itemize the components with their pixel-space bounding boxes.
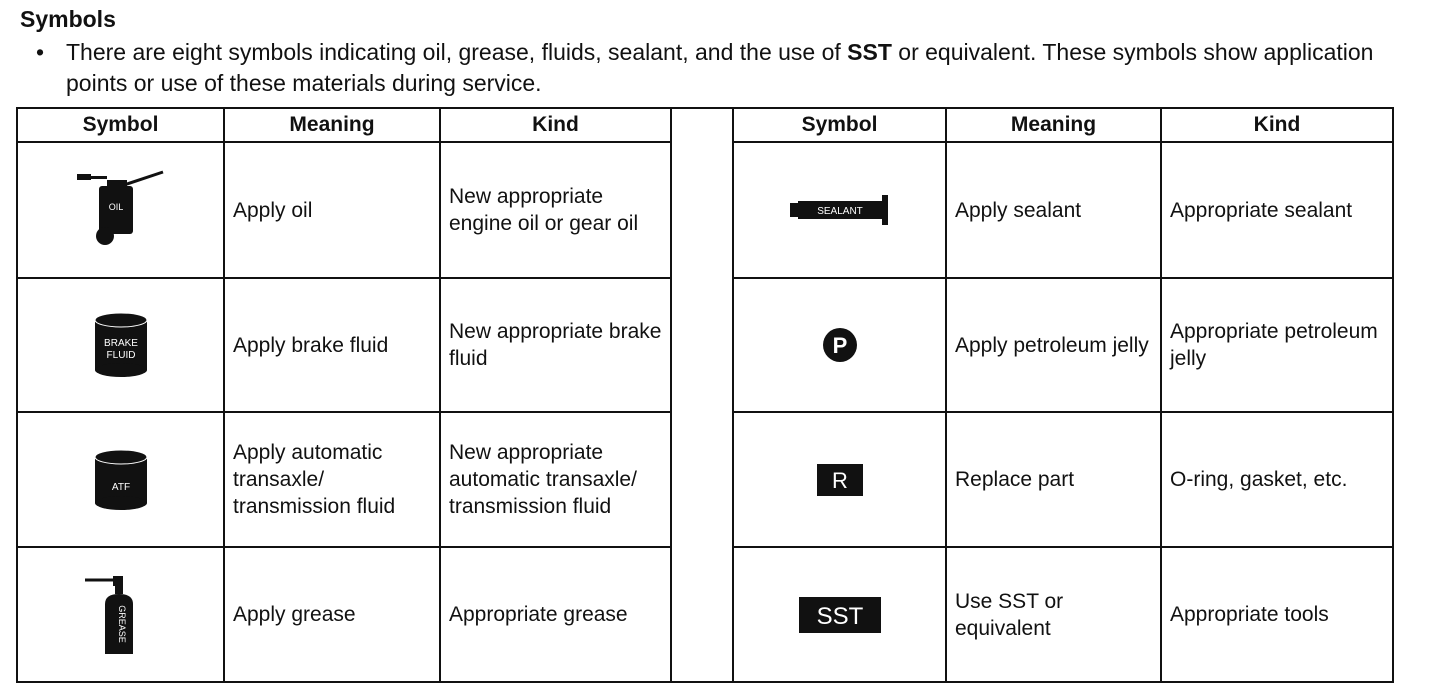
meaning-cell: Replace part xyxy=(955,468,1075,491)
header-symbol-right: Symbol xyxy=(801,113,878,136)
svg-text:SEALANT: SEALANT xyxy=(816,206,863,217)
intro-text: There are eight symbols indicating oil, grease, fluids, sealant, and the use of SST or equivalent. These symbols show application points or use of these materials during service. xyxy=(66,39,1374,96)
kind-cell: New appropriate brake fluid xyxy=(449,320,662,370)
kind-cell: New appropriate engine oil or gear oil xyxy=(449,185,639,235)
svg-text:FLUID: FLUID xyxy=(106,350,135,361)
page-heading: Symbols xyxy=(20,6,116,32)
kind-cell: Appropriate grease xyxy=(449,603,628,626)
brake-fluid-can-icon xyxy=(86,310,156,380)
grease-can-icon xyxy=(81,570,161,660)
svg-text:GREASE: GREASE xyxy=(116,604,127,643)
header-kind-left: Kind xyxy=(532,113,579,136)
table-row xyxy=(734,548,945,681)
header-meaning-right: Meaning xyxy=(1010,113,1097,136)
table-row xyxy=(734,279,945,411)
sst-icon xyxy=(798,596,882,634)
table-row xyxy=(18,548,223,681)
table-row xyxy=(18,413,223,546)
meaning-cell: Apply oil xyxy=(233,198,313,222)
svg-text:ATF: ATF xyxy=(111,481,130,493)
kind-cell: Appropriate petroleum jelly xyxy=(1170,320,1378,370)
petroleum-jelly-icon xyxy=(822,327,858,363)
meaning-cell: Apply automatic transaxle/ transmission fluid xyxy=(233,441,396,518)
meaning-cell: Apply petroleum jelly xyxy=(955,333,1149,357)
symbols-table xyxy=(16,107,1394,683)
kind-cell: Appropriate tools xyxy=(1170,603,1329,626)
replace-part-icon xyxy=(815,462,865,498)
header-meaning-left: Meaning xyxy=(289,113,375,136)
table-row xyxy=(18,143,223,277)
svg-text:OIL: OIL xyxy=(108,202,123,212)
sealant-tube-icon xyxy=(788,193,892,227)
svg-text:P: P xyxy=(832,333,847,358)
kind-cell: Appropriate sealant xyxy=(1170,198,1353,222)
kind-cell: O-ring, gasket, etc. xyxy=(1170,468,1348,491)
bullet-marker: • xyxy=(36,39,45,65)
meaning-cell: Use SST or equivalent xyxy=(955,589,1064,640)
kind-cell: New appropriate automatic transaxle/ transmission fluid xyxy=(449,441,637,518)
svg-text:R: R xyxy=(831,467,848,493)
header-kind-right: Kind xyxy=(1253,113,1301,136)
table-row xyxy=(734,413,945,546)
atf-can-icon xyxy=(86,445,156,515)
svg-text:BRAKE: BRAKE xyxy=(103,338,138,349)
svg-text:SST: SST xyxy=(816,602,863,630)
oil-can-icon xyxy=(71,170,171,250)
meaning-cell: Apply brake fluid xyxy=(233,333,389,357)
table-row xyxy=(734,143,945,277)
header-symbol-left: Symbol xyxy=(82,113,159,136)
table-row xyxy=(18,279,223,411)
meaning-cell: Apply sealant xyxy=(955,198,1082,222)
meaning-cell: Apply grease xyxy=(233,603,356,626)
